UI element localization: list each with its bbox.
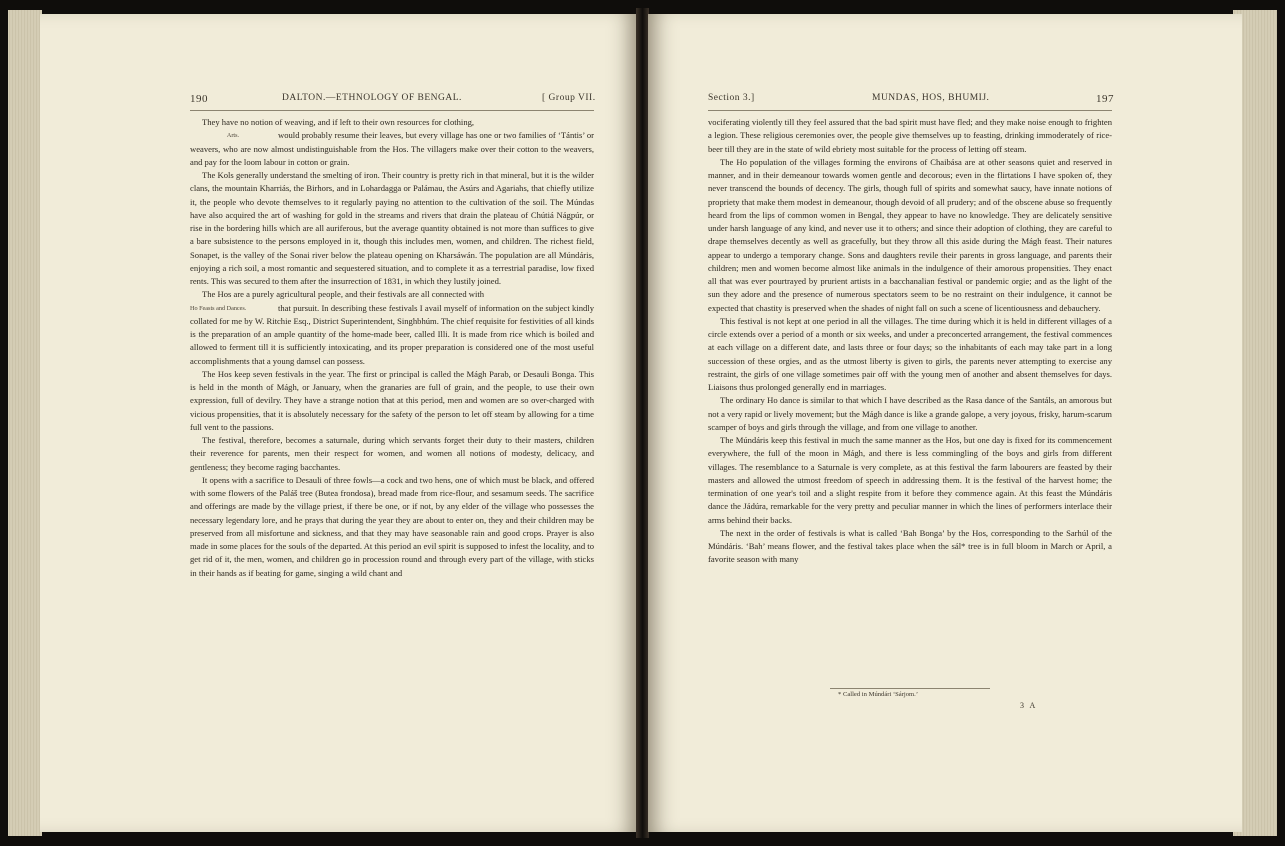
left-para-1-start: They have no notion of weaving, and if left to their own resources for clothing, (202, 117, 475, 127)
left-section-label: [ Group VII. (542, 93, 596, 103)
right-para-1: vociferating violently till they feel assured that the bad spirit must have fled; and they make noise enough to frighten a legion. These religious ceremonies over, the people give themselves up to feasting, drinking immoderately of rice-beer till they are in the state of wild ebriety most suitable for the process of letting off steam. (708, 117, 1112, 154)
right-para-2: The Ho population of the villages forming the environs of Chaibása are at other seasons quiet and reserved in manner, and in their demeanour towards women gentle and decorous; even in the flirtations I have spoken of, they never transcend the bounds of decency. The girls, though full of spirits and somewhat saucy, have innate notions of propriety that make them modest in demeanour, though devoid of all prudery; and of the obscene abuse so frequently heard from the lips of common women in Bengal, they appear to have no knowledge. They are delicately sensitive under harsh language of any kind, and never use it to others; and since their adoption of clothing, they are careful to drape themselves decently as well as gracefully, but they throw all this aside during the Mágh feast. Their natures appear to undergo a temporary change. Sons and daughters revile their parents in gross language, and parents their children; men and women become almost like animals in the indulgence of their amorous propensities. They enact all that was ever pourtrayed by prurient artists in a bacchanalian festival or pandemic orgie; and as the light of the sun they adore and the presence of numerous spectators seem to be no restraint on their indulgence, it cannot be expected that chastity is preserved when the shades of night fall on such a scene of licentiousness and debauchery. (708, 156, 1112, 313)
margin-note-festivals: Ho Feasts and Dances. (190, 304, 247, 312)
left-para-4: The Hos keep seven festivals in the year. The first or principal is called the Mágh Parab, or Desauli Bonga. This is held in the month of Mágh, or January, when the granaries are full of grain, and the people, to use their own expression, full of devilry. They have a strange notion that at this period, men and women are so over-charged with vicious propensities, that it is absolutely necessary for the safety of the person to let off steam by allowing for a time full vent to the passions. (190, 368, 594, 432)
right-para-3: This festival is not kept at one period in all the villages. The time during which it is held in different villages of a circle extends over a period of a month or six weeks, and under a preconcerted arrangement, the festival commences at each village on a different date, and lasts three or four days; so the inhabitants of each may take part in a long succession of these orgies, and as the utmost liberty is given to girls, the parents never attempting to exercise any restraint, the girls of one village sometimes pair off with the young men of another and absent themselves for days. Liaisons thus prolonged generally end in marriages. (708, 315, 1112, 392)
right-page-number: 197 (1096, 93, 1114, 105)
left-para-3-start: The Hos are a purely agricultural people, and their festivals are all connected with (202, 289, 485, 300)
left-page-number: 190 (190, 93, 208, 105)
left-running-head: DALTON.—ETHNOLOGY OF BENGAL. (282, 93, 462, 103)
footnote-rule (830, 688, 990, 689)
margin-note-arts: Arts. (226, 132, 240, 140)
right-section-label: Section 3.] (708, 93, 755, 103)
left-para-3: Ho Feasts and Dances. that pursuit. In describing these festivals I avail myself of information on the subject kindly collated for me by W. Ritchie Esq., District Superintendent, Singhbhúm. The chief requisite for festivities of all kinds is the preparation of an ample quantity of the home-made beer, called Illi. It is made from rice which is boiled and allowed to ferment till it is sufficiently intoxicating, and its proper preparation is considered one of the most useful accomplishments that a young damsel can possess. (190, 302, 594, 366)
right-body (708, 116, 1112, 567)
left-para-6: It opens with a sacrifice to Desauli of three fowls—a cock and two hens, one of which must be black, and offered with some flowers of the Paláš tree (Butea frondosa), bread made from rice-flour, and sesamum seeds. The sacrifice and offerings are made by the village priest, if there be one, or if not, by any elder of the village who possesses the necessary legendary lore, and he prays that during the year they are about to enter on, they and their children may be preserved from all misfortune and sickness, and that they may have seasonable rain and good crops. Prayer is also made in some places for the souls of the departed. At this period an evil spirit is supposed to infest the locality, and to get rid of it, the men, women, and children go in procession round and through every part of the village, with sticks in their hands as if beating for game, singing a wild chant and (190, 474, 594, 578)
right-para-5: The Múndáris keep this festival in much the same manner as the Hos, but one day is fixed for its commencement everywhere, the full of the moon in Mágh, and there is less commingling of the boys and girls from different villages. The resemblance to a Saturnale is very complete, as at this festival the farm labourers are feasted by their masters and allowed the utmost freedom of speech in addressing them. It is the festival of the harvest home; the termination of one year's toil and a slight respite from it before they commence again. At this feast the Múndáris dance the Jádúra, remarkable for the very pretty and peculiar manner in which the lines of performers interlace their arms behind their backs. (708, 435, 1112, 525)
right-para-4: The ordinary Ho dance is similar to that which I have described as the Rasa dance of the Santáls, an amorous but not a very rapid or lively movement; but the Mágh dance is like a grande galope, a very joyous, frisky, harum-scarum scamper of boys and girls through the village, and from one village to another. (708, 395, 1112, 432)
left-body (190, 116, 594, 580)
left-para-2: The Kols generally understand the smelting of iron. Their country is pretty rich in that mineral, but it is the wilder clans, the mountain Kharriás, the Birhors, and in Lohardagga or Palámau, the Asúrs and Agariahs, that chiefly utilize it, the people who devote themselves to it regularly paying no attention to the cultivation of the soil. The Múndas have also acquired the art of washing for gold in the streams and rivers that drain the plateau of Chútiá Nágpúr, or rise in the bordering hills which are all auriferous, but the average quantity obtained is not more than suffices to give a bare subsistence to the persons employed in it, though this includes men, women, and children. The richest field, Sonapet, is the valley of the Sonai river below the plateau opening on Kharsáwán. The population are all Múndáris, enjoying a rich soil, a most romantic and sequestered situation, and to complete it as a terrestrial paradise, low fixed rents. This was secured to them after the insurrection of 1831, in which they lustily joined. (190, 170, 594, 286)
left-head-rule (190, 110, 594, 111)
right-para-6: The next in the order of festivals is what is called ‘Bah Bonga’ by the Hos, corresponding to the Sarhúl of the Múndáris. ‘Bah’ means flower, and the festival takes place when the sál* tree is in full bloom in March or April, a favorite season with many (708, 527, 1112, 565)
left-para-5: The festival, therefore, becomes a saturnale, during which servants forget their duty to their masters, children their reverence for parents, men their respect for women, and women all notions of modesty, delicacy, and gentleness; they become raging bacchantes. (190, 435, 594, 472)
left-para-1: Arts. would probably resume their leaves, but every village has one or two families of ‘Tántis’ or weavers, who are now almost undistinguishable from the Hos. The villagers make over their cotton to the weavers, and pay for the loom labour in cotton or grain. (190, 130, 594, 167)
left-page-edges (8, 10, 42, 836)
signature-mark: 3 A (1020, 701, 1038, 710)
right-running-head: MUNDAS, HOS, BHUMIJ. (872, 93, 990, 103)
right-head-rule (708, 110, 1112, 111)
footnote: * Called in Múndári ‘Sárjom.’ (838, 691, 919, 698)
